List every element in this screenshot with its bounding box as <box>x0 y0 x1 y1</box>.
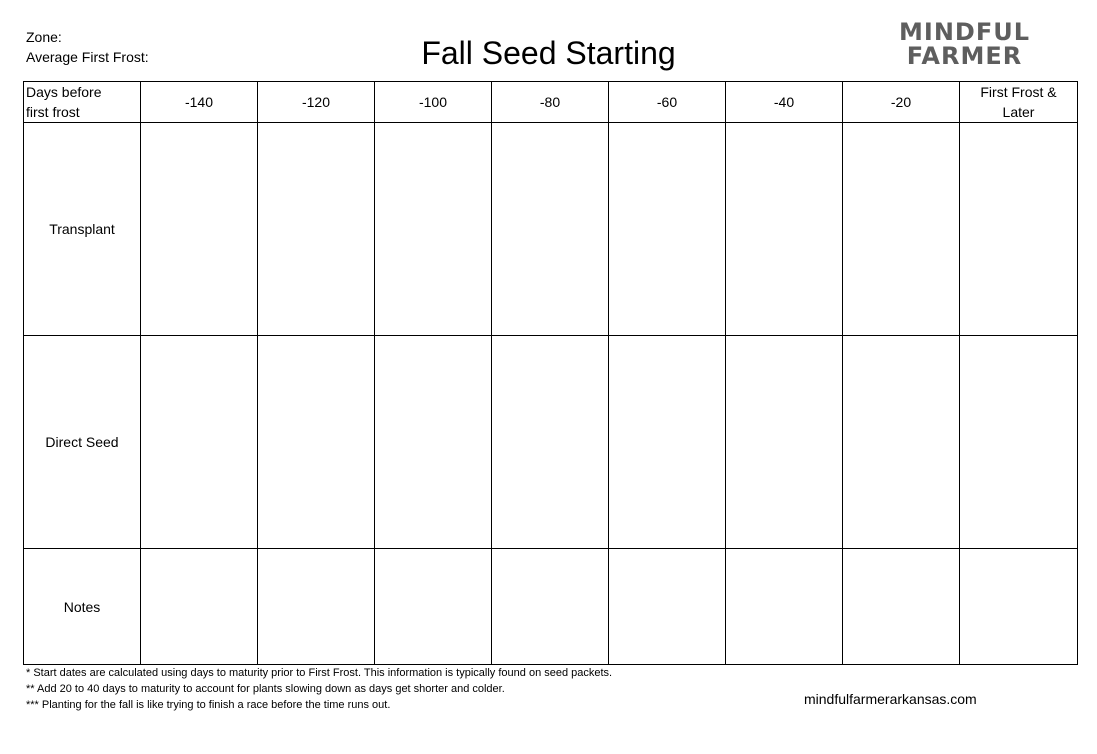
column-header: -120 <box>258 82 375 123</box>
table-cell[interactable] <box>258 336 375 549</box>
table-cell[interactable] <box>960 549 1078 665</box>
footnotes <box>26 665 612 713</box>
table-cell[interactable] <box>258 123 375 336</box>
table-cell[interactable] <box>726 123 843 336</box>
table-cell[interactable] <box>375 123 492 336</box>
footnote-2: ** Add 20 to 40 days to maturity to account for plants slowing down as days get shorter and colder. <box>26 683 505 695</box>
table-row <box>24 123 1078 336</box>
table-cell[interactable] <box>609 123 726 336</box>
average-first-frost-label: Average First Frost: <box>26 49 149 65</box>
column-header: -140 <box>141 82 258 123</box>
page-title: Fall Seed Starting <box>421 35 676 71</box>
column-header: -60 <box>609 82 726 123</box>
column-header: -100 <box>375 82 492 123</box>
column-header: -40 <box>726 82 843 123</box>
footnote-3: *** Planting for the fall is like trying to finish a race before the time runs out. <box>26 699 391 711</box>
table-cell[interactable] <box>843 123 960 336</box>
last-col-line-1: First Frost & <box>980 84 1057 100</box>
table-cell[interactable] <box>375 549 492 665</box>
header-row <box>24 82 1078 123</box>
table-cell[interactable] <box>141 549 258 665</box>
corner-line-2: first frost <box>26 104 80 120</box>
logo-line-1: MINDFUL <box>899 18 1030 46</box>
row-label-transplant: Transplant <box>24 123 141 336</box>
table-cell[interactable] <box>609 336 726 549</box>
column-header-first-frost <box>960 82 1078 123</box>
footnote-1: * Start dates are calculated using days to maturity prior to First Frost. This information is typically found on seed packets. <box>26 667 613 679</box>
table-cell[interactable] <box>843 336 960 549</box>
table-cell[interactable] <box>960 336 1078 549</box>
table-cell[interactable] <box>258 549 375 665</box>
website-url: mindfulfarmerarkansas.com <box>804 691 977 707</box>
zone-label: Zone: <box>26 29 62 45</box>
table-cell[interactable] <box>141 123 258 336</box>
table-cell[interactable] <box>492 549 609 665</box>
column-header: -80 <box>492 82 609 123</box>
corner-cell <box>24 82 141 123</box>
table-cell[interactable] <box>726 336 843 549</box>
table-cell[interactable] <box>843 549 960 665</box>
table-cell[interactable] <box>141 336 258 549</box>
corner-line-1: Days before <box>26 84 102 100</box>
table-cell[interactable] <box>726 549 843 665</box>
table-row <box>24 336 1078 549</box>
logo-line-2: FARMER <box>906 42 1023 70</box>
table-cell[interactable] <box>492 336 609 549</box>
table-cell[interactable] <box>375 336 492 549</box>
table-cell[interactable] <box>609 549 726 665</box>
table-cell[interactable] <box>492 123 609 336</box>
table-row <box>24 549 1078 665</box>
row-label-notes: Notes <box>24 549 141 665</box>
seed-starting-table <box>23 81 1078 665</box>
table-cell[interactable] <box>960 123 1078 336</box>
row-label-direct-seed: Direct Seed <box>24 336 141 549</box>
mindful-farmer-logo <box>892 20 1037 68</box>
column-header: -20 <box>843 82 960 123</box>
last-col-line-2: Later <box>1002 104 1035 120</box>
